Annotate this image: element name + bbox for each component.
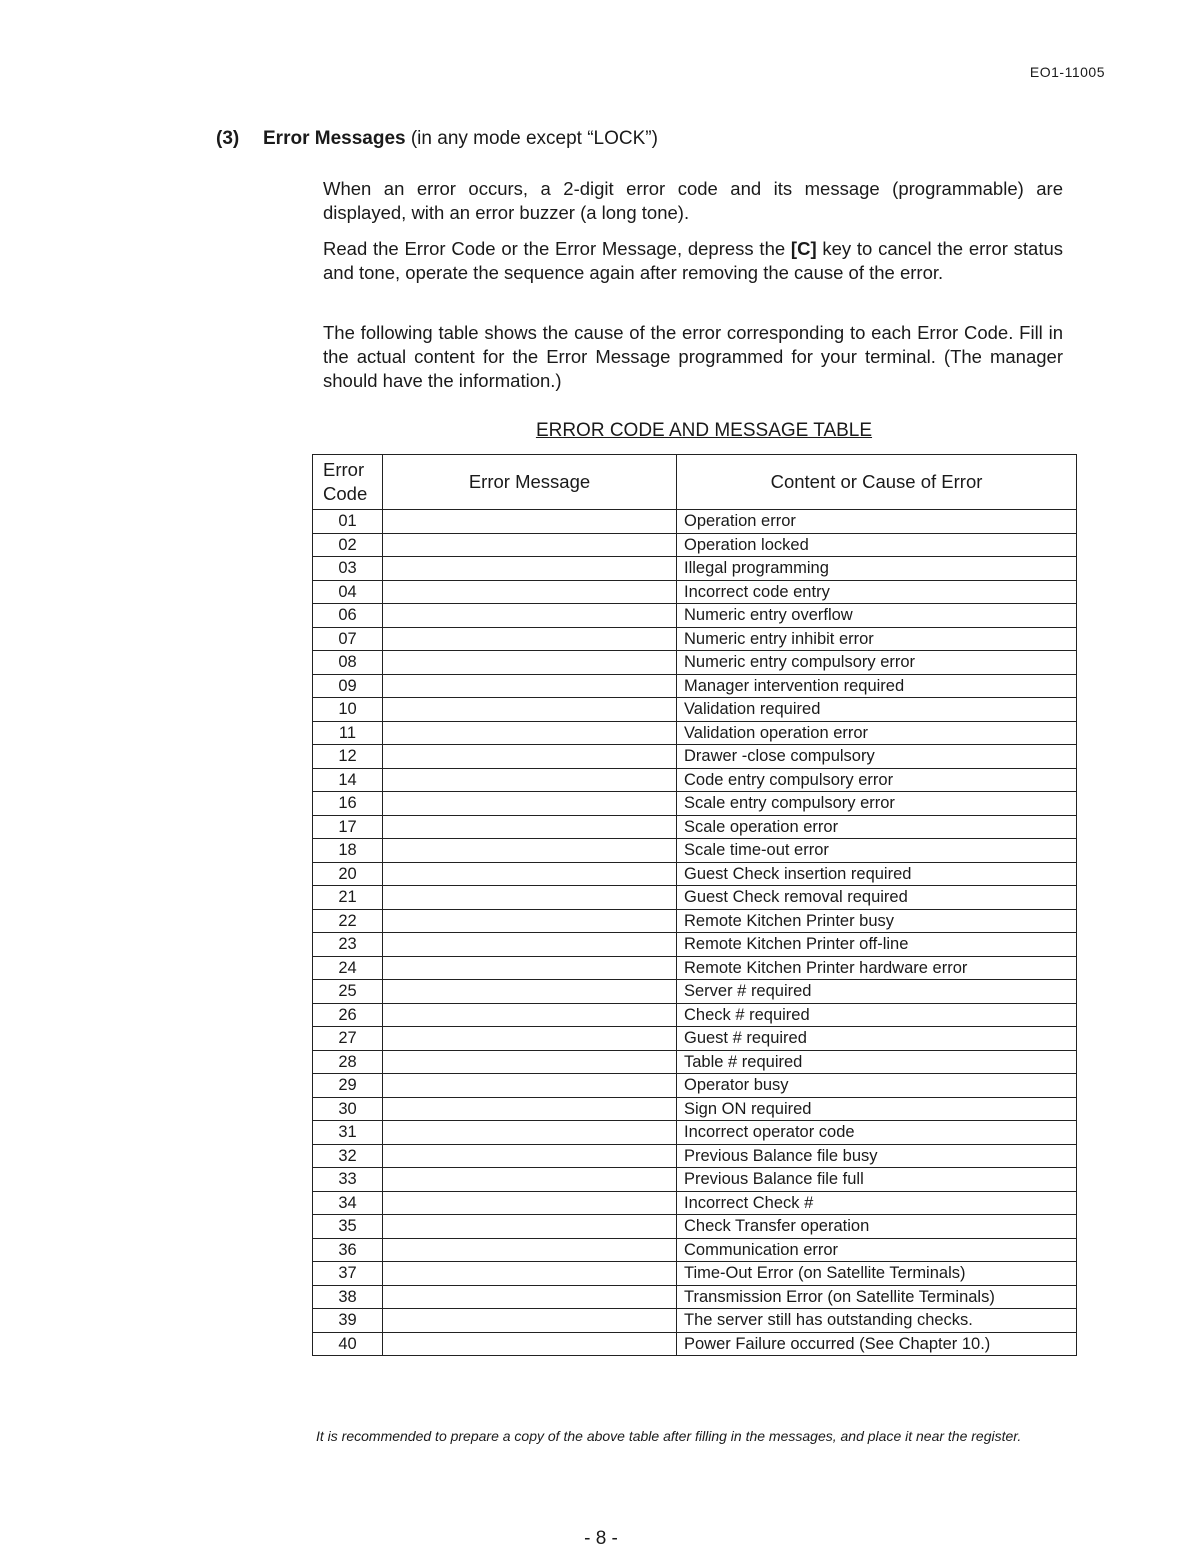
table-row	[313, 886, 1077, 910]
error-cause-cell: Sign ON required	[677, 1097, 1077, 1121]
error-cause-cell: Table # required	[677, 1050, 1077, 1074]
table-row	[313, 1191, 1077, 1215]
error-code-cell: 08	[313, 651, 383, 675]
error-message-cell	[383, 674, 677, 698]
error-code-cell: 32	[313, 1144, 383, 1168]
error-message-cell	[383, 909, 677, 933]
error-message-cell	[383, 956, 677, 980]
table-intro-paragraph: The following table shows the cause of the error corresponding to each Error Code. Fill in the actual content for the Error Message programmed for your terminal. (The manager should have the information.)	[323, 322, 1063, 391]
table-row	[313, 745, 1077, 769]
error-code-cell: 40	[313, 1332, 383, 1356]
error-code-cell: 21	[313, 886, 383, 910]
error-cause-cell: Check Transfer operation	[677, 1215, 1077, 1239]
table-row	[313, 674, 1077, 698]
error-code-cell: 02	[313, 533, 383, 557]
error-code-cell: 35	[313, 1215, 383, 1239]
error-message-cell	[383, 1309, 677, 1333]
error-code-cell: 33	[313, 1168, 383, 1192]
error-code-cell: 26	[313, 1003, 383, 1027]
table-row	[313, 1027, 1077, 1051]
error-cause-cell: Numeric entry compulsory error	[677, 651, 1077, 675]
error-code-cell: 18	[313, 839, 383, 863]
error-cause-cell: Scale entry compulsory error	[677, 792, 1077, 816]
error-cause-cell: Incorrect Check #	[677, 1191, 1077, 1215]
error-cause-cell: Scale operation error	[677, 815, 1077, 839]
header-error-message: Error Message	[383, 455, 677, 510]
footnote: It is recommended to prepare a copy of the above table after filling in the messages, and place it near the register.	[316, 1428, 1022, 1444]
header-cause: Content or Cause of Error	[677, 455, 1077, 510]
error-cause-cell: Numeric entry overflow	[677, 604, 1077, 628]
error-message-cell	[383, 1074, 677, 1098]
table-row	[313, 627, 1077, 651]
error-code-cell: 36	[313, 1238, 383, 1262]
error-message-cell	[383, 839, 677, 863]
table-row	[313, 1309, 1077, 1333]
error-cause-cell: Operation locked	[677, 533, 1077, 557]
error-cause-cell: Incorrect operator code	[677, 1121, 1077, 1145]
error-cause-cell: Check # required	[677, 1003, 1077, 1027]
error-cause-cell: Remote Kitchen Printer hardware error	[677, 956, 1077, 980]
error-message-cell	[383, 886, 677, 910]
error-message-cell	[383, 862, 677, 886]
error-cause-cell: Previous Balance file full	[677, 1168, 1077, 1192]
error-code-cell: 25	[313, 980, 383, 1004]
error-message-cell	[383, 651, 677, 675]
error-message-cell	[383, 1097, 677, 1121]
error-message-cell	[383, 1050, 677, 1074]
error-code-cell: 38	[313, 1285, 383, 1309]
error-message-cell	[383, 1003, 677, 1027]
error-message-cell	[383, 1168, 677, 1192]
error-message-cell	[383, 1027, 677, 1051]
error-code-cell: 27	[313, 1027, 383, 1051]
table-row	[313, 862, 1077, 886]
error-code-cell: 17	[313, 815, 383, 839]
error-message-cell	[383, 627, 677, 651]
error-cause-cell: Validation operation error	[677, 721, 1077, 745]
error-cause-cell: Manager intervention required	[677, 674, 1077, 698]
error-code-cell: 20	[313, 862, 383, 886]
error-code-cell: 06	[313, 604, 383, 628]
error-code-cell: 39	[313, 1309, 383, 1333]
table-row	[313, 580, 1077, 604]
error-message-cell	[383, 1262, 677, 1286]
intro-paragraph: When an error occurs, a 2-digit error code and its message (programmable) are displayed, with an error buzzer (a long tone).	[323, 178, 1063, 223]
error-code-cell: 23	[313, 933, 383, 957]
error-code-cell: 34	[313, 1191, 383, 1215]
table-row	[313, 1097, 1077, 1121]
error-message-cell	[383, 604, 677, 628]
error-code-cell: 14	[313, 768, 383, 792]
clear-key-label: [C]	[790, 238, 817, 259]
table-row	[313, 980, 1077, 1004]
error-code-cell: 28	[313, 1050, 383, 1074]
error-code-cell: 24	[313, 956, 383, 980]
table-row	[313, 557, 1077, 581]
error-cause-cell: Time-Out Error (on Satellite Terminals)	[677, 1262, 1077, 1286]
error-code-cell: 16	[313, 792, 383, 816]
table-row	[313, 1215, 1077, 1239]
error-cause-cell: Power Failure occurred (See Chapter 10.)	[677, 1332, 1077, 1356]
table-row	[313, 1003, 1077, 1027]
error-code-cell: 12	[313, 745, 383, 769]
error-message-cell	[383, 815, 677, 839]
error-code-cell: 03	[313, 557, 383, 581]
error-code-cell: 29	[313, 1074, 383, 1098]
error-message-cell	[383, 1215, 677, 1239]
error-message-cell	[383, 1285, 677, 1309]
table-row	[313, 909, 1077, 933]
error-code-cell: 37	[313, 1262, 383, 1286]
error-message-cell	[383, 980, 677, 1004]
error-code-cell: 31	[313, 1121, 383, 1145]
table-row	[313, 768, 1077, 792]
error-cause-cell: Code entry compulsory error	[677, 768, 1077, 792]
error-message-cell	[383, 1332, 677, 1356]
error-code-cell: 04	[313, 580, 383, 604]
section-title: Error Messages	[263, 128, 406, 149]
error-message-cell	[383, 933, 677, 957]
error-cause-cell: Scale time-out error	[677, 839, 1077, 863]
error-code-cell: 30	[313, 1097, 383, 1121]
error-code-cell: 01	[313, 510, 383, 534]
error-cause-cell: Communication error	[677, 1238, 1077, 1262]
error-code-table	[312, 454, 1077, 1356]
error-message-cell	[383, 792, 677, 816]
error-cause-cell: Server # required	[677, 980, 1077, 1004]
table-row	[313, 604, 1077, 628]
error-message-cell	[383, 580, 677, 604]
error-cause-cell: Previous Balance file busy	[677, 1144, 1077, 1168]
error-code-cell: 09	[313, 674, 383, 698]
error-message-cell	[383, 1144, 677, 1168]
error-message-cell	[383, 557, 677, 581]
error-cause-cell: Transmission Error (on Satellite Terminals)	[677, 1285, 1077, 1309]
table-header-row	[313, 455, 1077, 510]
error-message-cell	[383, 1191, 677, 1215]
error-cause-cell: Numeric entry inhibit error	[677, 627, 1077, 651]
table-row	[313, 792, 1077, 816]
instruction-paragraph	[323, 237, 1063, 285]
error-cause-cell: Remote Kitchen Printer off-line	[677, 933, 1077, 957]
table-row	[313, 1074, 1077, 1098]
error-message-cell	[383, 745, 677, 769]
instruction-text-after: key to cancel the error status and tone, operate the sequence again after removing the cause of the error.	[323, 238, 1064, 283]
error-cause-cell: Operation error	[677, 510, 1077, 534]
error-message-cell	[383, 698, 677, 722]
error-cause-cell: Operator busy	[677, 1074, 1077, 1098]
table-row	[313, 1285, 1077, 1309]
table-row	[313, 1332, 1077, 1356]
error-cause-cell: Guest Check insertion required	[677, 862, 1077, 886]
section-subtitle: (in any mode except “LOCK”)	[410, 128, 658, 149]
error-message-cell	[383, 721, 677, 745]
instruction-text-before: Read the Error Code or the Error Message, depress the	[323, 238, 791, 259]
table-row	[313, 1050, 1077, 1074]
error-message-cell	[383, 1121, 677, 1145]
table-row	[313, 933, 1077, 957]
table-row	[313, 839, 1077, 863]
table-row	[313, 651, 1077, 675]
error-message-cell	[383, 1238, 677, 1262]
error-cause-cell: The server still has outstanding checks.	[677, 1309, 1077, 1333]
table-row	[313, 956, 1077, 980]
error-code-cell: 11	[313, 721, 383, 745]
page-number: - 8 -	[584, 1528, 618, 1549]
table-row	[313, 815, 1077, 839]
header-error-code: Error Code	[313, 455, 383, 510]
table-row	[313, 1121, 1077, 1145]
error-message-cell	[383, 768, 677, 792]
table-row	[313, 1168, 1077, 1192]
table-row	[313, 1238, 1077, 1262]
error-cause-cell: Illegal programming	[677, 557, 1077, 581]
error-cause-cell: Guest # required	[677, 1027, 1077, 1051]
error-code-cell: 10	[313, 698, 383, 722]
error-cause-cell: Remote Kitchen Printer busy	[677, 909, 1077, 933]
error-cause-cell: Guest Check removal required	[677, 886, 1077, 910]
error-cause-cell: Drawer -close compulsory	[677, 745, 1077, 769]
error-code-cell: 22	[313, 909, 383, 933]
section-heading	[216, 128, 658, 150]
error-message-cell	[383, 533, 677, 557]
table-row	[313, 1144, 1077, 1168]
error-cause-cell: Incorrect code entry	[677, 580, 1077, 604]
section-number: (3)	[216, 128, 240, 149]
error-cause-cell: Validation required	[677, 698, 1077, 722]
table-title: ERROR CODE AND MESSAGE TABLE	[535, 420, 873, 441]
table-row	[313, 1262, 1077, 1286]
table-row	[313, 698, 1077, 722]
table-row	[313, 721, 1077, 745]
table-row	[313, 533, 1077, 557]
error-code-cell: 07	[313, 627, 383, 651]
document-id: EO1-11005	[1029, 64, 1105, 80]
error-message-cell	[383, 510, 677, 534]
table-row	[313, 510, 1077, 534]
